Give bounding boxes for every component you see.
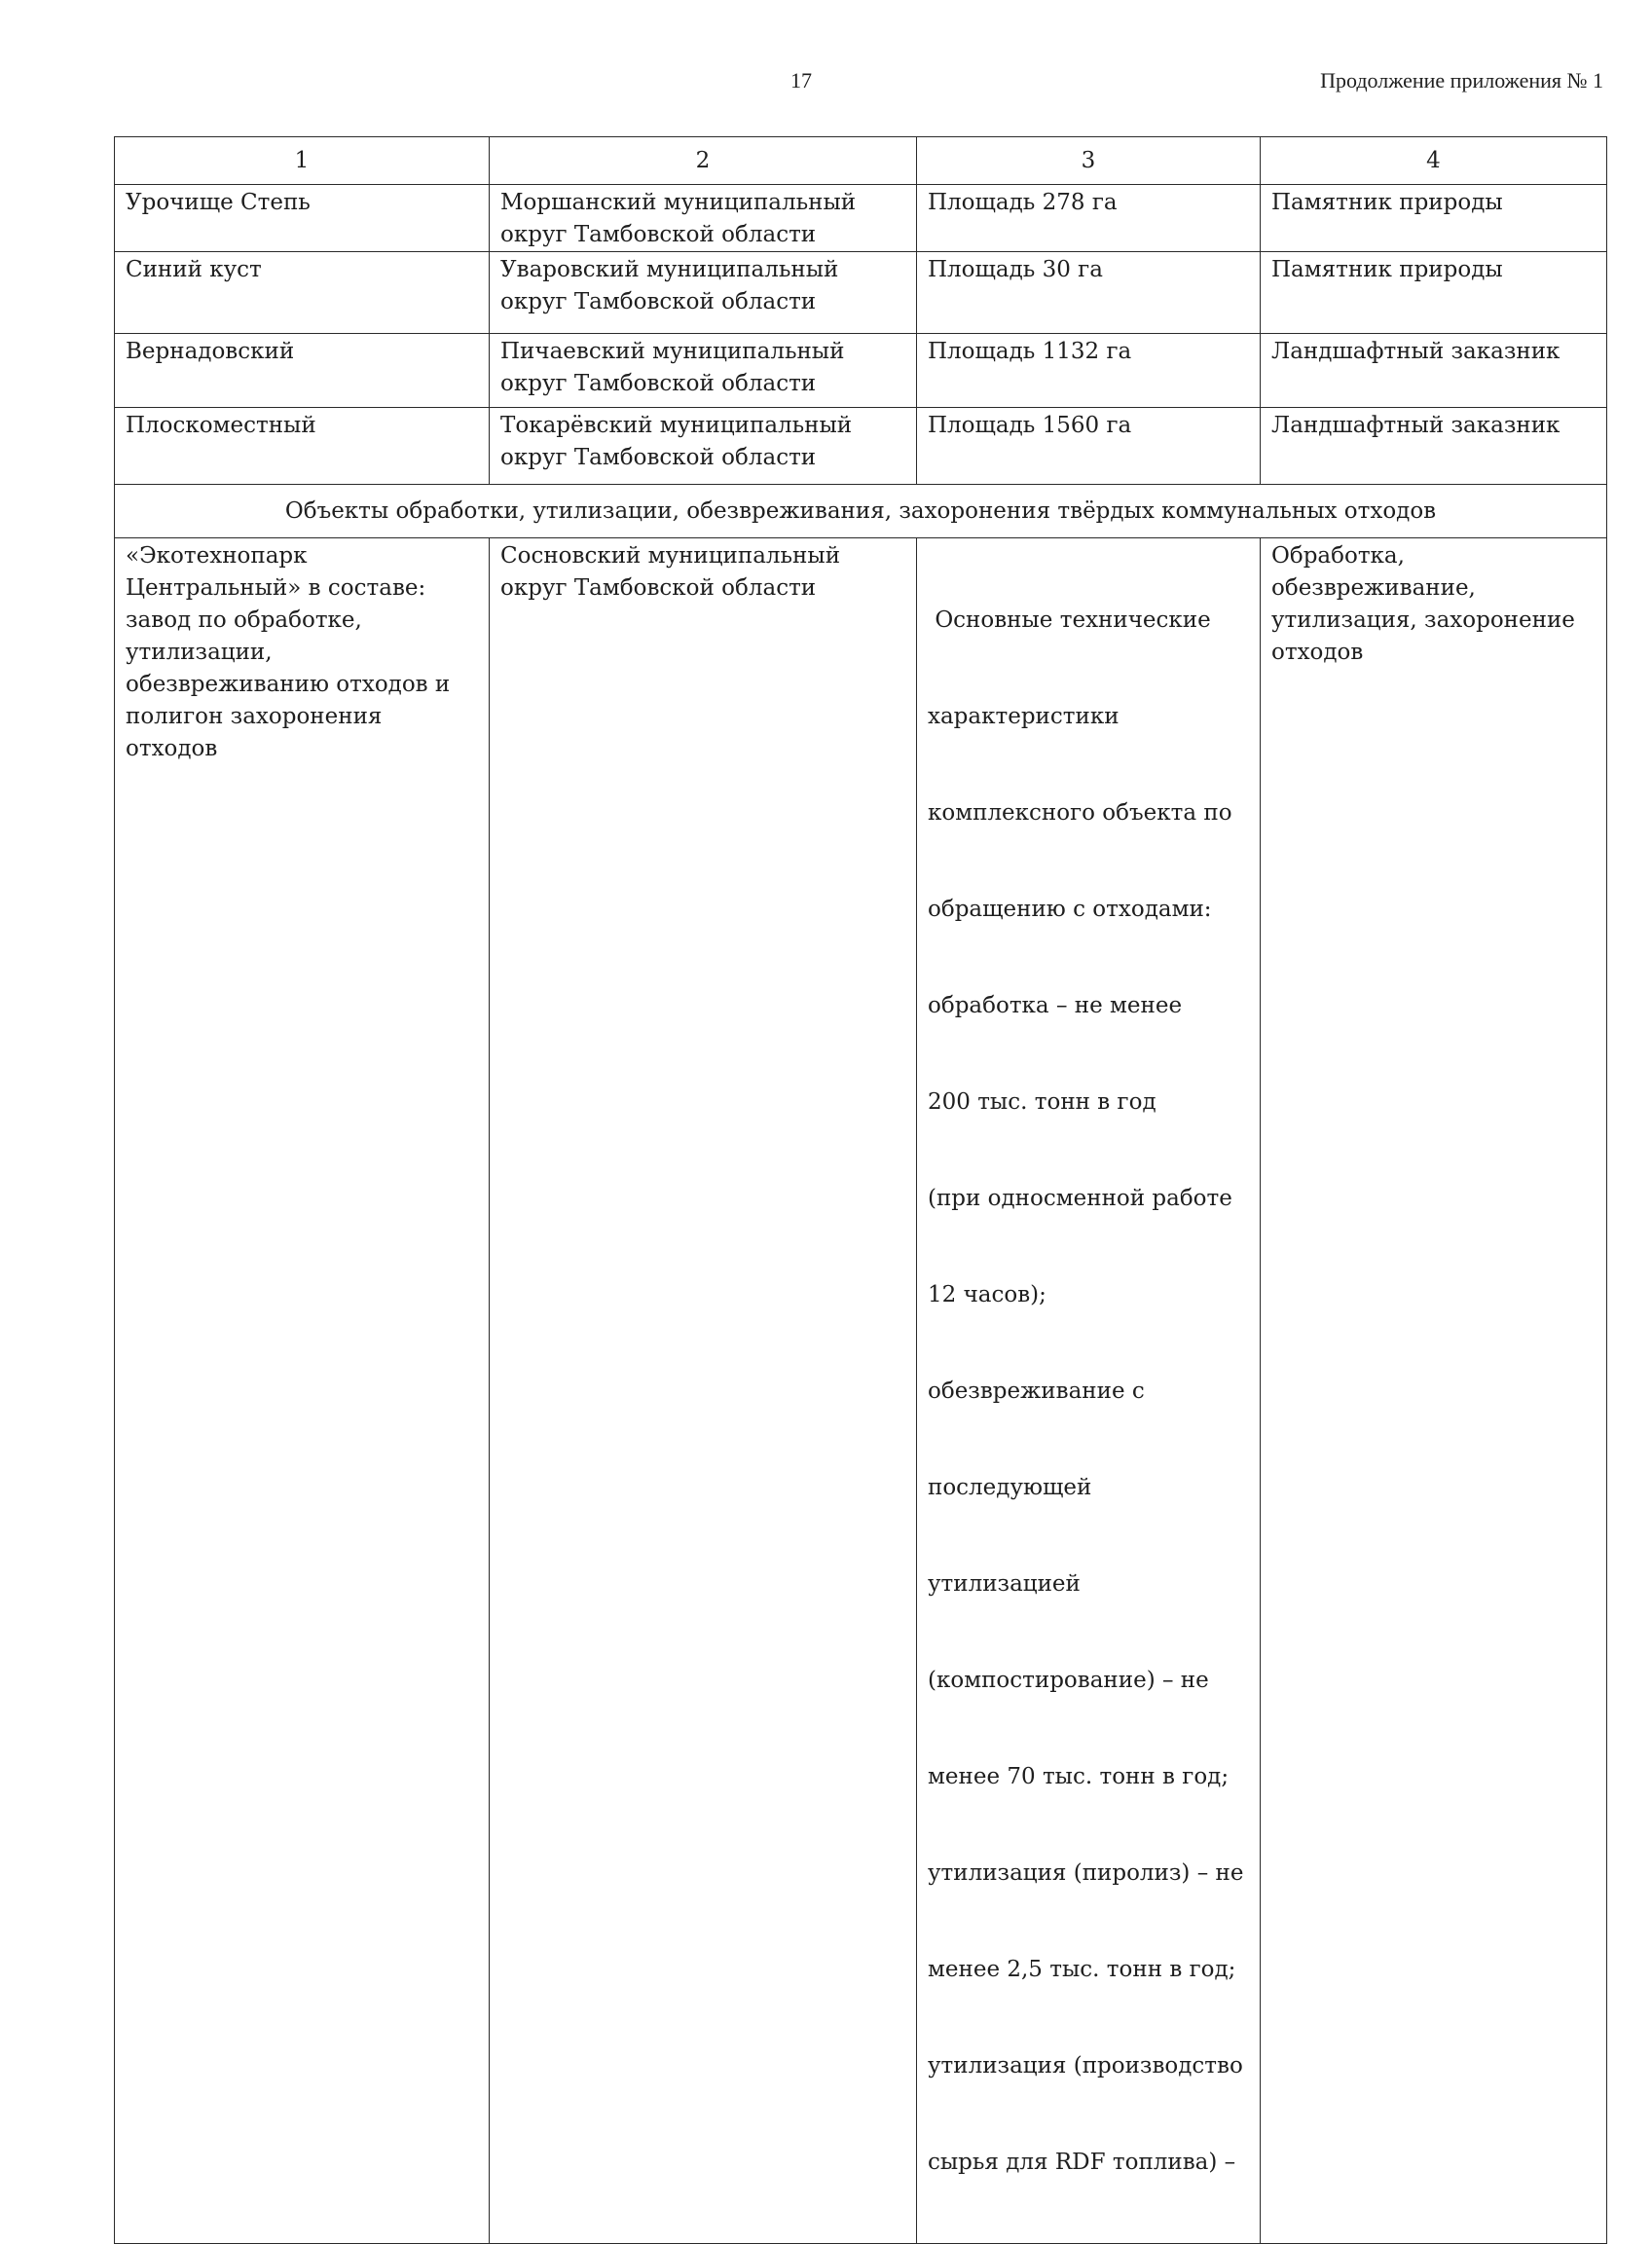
status-cell: Ландшафтный заказник xyxy=(1261,334,1607,408)
appendix-continuation-label: Продолжение приложения № 1 xyxy=(1320,68,1603,92)
section-heading-row xyxy=(115,485,1607,538)
characteristics-line: последующей xyxy=(928,1475,1092,1500)
location-line: Сосновский муниципальный xyxy=(500,543,841,569)
object-name-cell xyxy=(115,538,490,2244)
column-number-2: 2 xyxy=(490,137,917,185)
column-number-4: 4 xyxy=(1261,137,1607,185)
status-cell: Ландшафтный заказник xyxy=(1261,408,1607,485)
object-name-line: отходов xyxy=(126,736,218,761)
characteristics-line: обезвреживание с xyxy=(928,1379,1145,1404)
characteristics-line: характеристики xyxy=(928,704,1120,729)
object-name-line: утилизации, xyxy=(126,640,273,665)
characteristics-line: обращению с отходами: xyxy=(928,897,1212,922)
objects-table xyxy=(114,136,1607,2244)
table-row xyxy=(115,538,1607,2244)
column-number-row xyxy=(115,137,1607,185)
location-line: Уваровский муниципальный xyxy=(500,257,839,282)
object-name-line: Центральный» в составе: xyxy=(126,575,426,601)
purpose-line: Обработка, xyxy=(1271,543,1405,569)
characteristics-line: (при односменной работе xyxy=(928,1186,1232,1211)
purpose-line: утилизация, захоронение xyxy=(1271,607,1575,633)
characteristics-line: комплексного объекта по xyxy=(928,800,1232,826)
characteristics-line: обработка – не менее xyxy=(928,993,1183,1018)
location-line: округ Тамбовской области xyxy=(500,371,817,396)
column-number-1: 1 xyxy=(115,137,490,185)
characteristics-line: Основные технические xyxy=(928,607,1211,633)
purpose-line: обезвреживание, xyxy=(1271,575,1476,601)
characteristics-cell xyxy=(917,538,1261,2244)
object-name-line: завод по обработке, xyxy=(126,607,362,633)
characteristics-line: 12 часов); xyxy=(928,1282,1046,1307)
status-cell: Памятник природы xyxy=(1261,252,1607,334)
location-cell xyxy=(490,538,917,2244)
characteristics-line: менее 70 тыс. тонн в год; xyxy=(928,1764,1230,1789)
characteristics-cell: Площадь 1132 га xyxy=(917,334,1261,408)
object-name-cell: Синий куст xyxy=(115,252,490,334)
location-line: Пичаевский муниципальный xyxy=(500,339,845,364)
location-line: округ Тамбовской области xyxy=(500,575,817,601)
characteristics-line: утилизация (пиролиз) – не xyxy=(928,1860,1244,1886)
characteristics-line: утилизацией xyxy=(928,1571,1081,1597)
object-name-line: полигон захоронения xyxy=(126,704,383,729)
characteristics-line: (компостирование) – не xyxy=(928,1668,1209,1693)
status-cell: Памятник природы xyxy=(1261,185,1607,252)
location-cell xyxy=(490,185,917,252)
location-line: округ Тамбовской области xyxy=(500,445,817,470)
characteristics-line: сырья для RDF топлива) – xyxy=(928,2150,1236,2175)
location-line: округ Тамбовской области xyxy=(500,222,817,247)
characteristics-line: менее 2,5 тыс. тонн в год; xyxy=(928,1957,1236,1982)
object-name-cell: Плоскоместный xyxy=(115,408,490,485)
table-row xyxy=(115,408,1607,485)
purpose-cell xyxy=(1261,538,1607,2244)
purpose-line: отходов xyxy=(1271,640,1364,665)
object-name-cell: Урочище Степь xyxy=(115,185,490,252)
characteristics-line: 200 тыс. тонн в год xyxy=(928,1089,1156,1115)
characteristics-cell: Площадь 30 га xyxy=(917,252,1261,334)
object-name-cell: Вернадовский xyxy=(115,334,490,408)
object-name-line: обезвреживанию отходов и xyxy=(126,672,451,697)
characteristics-cell: Площадь 1560 га xyxy=(917,408,1261,485)
object-name-line: «Экотехнопарк xyxy=(126,543,308,569)
table-row xyxy=(115,185,1607,252)
table-row xyxy=(115,334,1607,408)
table-row xyxy=(115,252,1607,334)
location-cell xyxy=(490,408,917,485)
location-cell xyxy=(490,252,917,334)
location-line: округ Тамбовской области xyxy=(500,289,817,314)
page-number: 17 xyxy=(790,68,812,92)
column-number-3: 3 xyxy=(917,137,1261,185)
location-cell xyxy=(490,334,917,408)
section-title: Объекты обработки, утилизации, обезвреживания, захоронения твёрдых коммунальных отходов xyxy=(115,485,1607,538)
characteristics-cell: Площадь 278 га xyxy=(917,185,1261,252)
location-line: Моршанский муниципальный xyxy=(500,190,857,215)
location-line: Токарёвский муниципальный xyxy=(500,413,853,438)
characteristics-line: утилизация (производство xyxy=(928,2053,1243,2078)
